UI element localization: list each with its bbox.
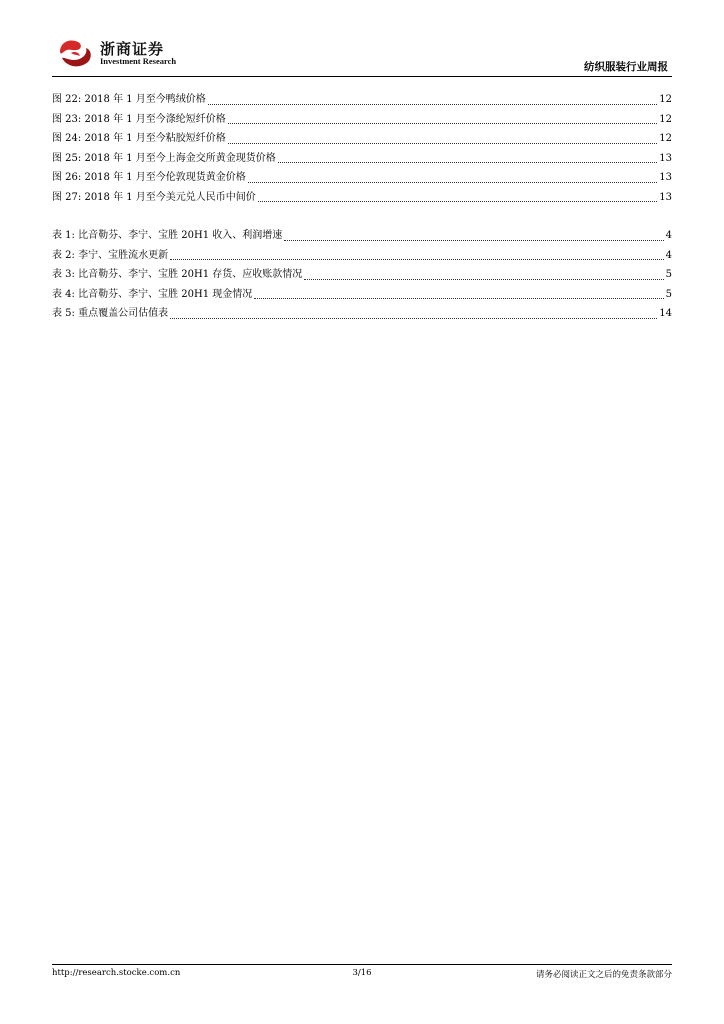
page-header [0,0,724,80]
entry-page: 4 [665,249,672,261]
dot-leader [170,259,664,260]
entry-page: 12 [659,94,672,105]
company-logo [56,36,176,72]
entry-page: 14 [659,308,672,319]
dot-leader [208,104,657,105]
logo-english-name: Investment Research [100,56,177,66]
table-list [52,226,672,324]
footer-url-link[interactable]: http://research.stocke.com.cn [52,968,181,978]
entry-page: 12 [659,113,672,125]
toc-entry-table[interactable] [52,304,672,324]
entry-label: 表 2: 李宁、宝胜流水更新 [52,249,169,261]
dot-leader [228,123,657,124]
entry-page: 4 [665,230,672,241]
dot-leader [258,201,657,202]
toc-entry-figure[interactable] [52,110,672,130]
header-divider [52,76,672,77]
toc-entry-figure[interactable] [52,188,672,208]
logo-mark-icon [56,36,96,72]
entry-page: 5 [665,269,672,280]
entry-page: 13 [659,191,672,203]
entry-label: 图 25: 2018 年 1 月至今上海金交所黄金现货价格 [52,152,276,164]
toc-entry-figure[interactable] [52,149,672,169]
dot-leader [284,240,663,241]
dot-leader [170,318,657,319]
entry-label: 表 1: 比音勒芬、李宁、宝胜 20H1 收入、利润增速 [52,230,283,241]
entry-label: 表 4: 比音勒芬、李宁、宝胜 20H1 现金情况 [52,288,253,300]
report-title: 纺织服装行业周报 [584,61,668,73]
dot-leader [278,162,657,163]
dot-leader [304,279,663,280]
footer-page-number: 3/16 [352,968,372,978]
toc-entry-table[interactable] [52,246,672,266]
toc-entry-figure[interactable] [52,129,672,149]
dot-leader [228,143,657,144]
entry-label: 图 24: 2018 年 1 月至今粘胶短纤价格 [52,133,226,144]
footer-divider [52,964,672,965]
entry-page: 12 [659,133,672,144]
entry-page: 13 [659,172,672,183]
logo-chinese-name: 浙商证券 [100,40,165,58]
footer-disclaimer: 请务必阅读正文之后的免责条款部分 [535,970,672,980]
toc-entry-figure[interactable] [52,168,672,188]
toc-entry-table[interactable] [52,226,672,246]
entry-label: 图 23: 2018 年 1 月至今涤纶短纤价格 [52,113,226,125]
entry-label: 图 22: 2018 年 1 月至今鸭绒价格 [52,94,206,105]
toc-entry-figure[interactable] [52,90,672,110]
entry-label: 图 27: 2018 年 1 月至今美元兑人民币中间价 [52,191,256,203]
entry-label: 图 26: 2018 年 1 月至今伦敦现货黄金价格 [52,172,246,183]
dot-leader [248,182,657,183]
figure-list [52,90,672,207]
entry-label: 表 3: 比音勒芬、李宁、宝胜 20H1 存货、应收账款情况 [52,269,303,280]
entry-page: 5 [665,288,672,300]
toc-entry-table[interactable] [52,285,672,305]
dot-leader [254,298,663,299]
toc-entry-table[interactable] [52,265,672,285]
entry-page: 13 [659,152,672,164]
entry-label: 表 5: 重点覆盖公司估值表 [52,308,169,319]
